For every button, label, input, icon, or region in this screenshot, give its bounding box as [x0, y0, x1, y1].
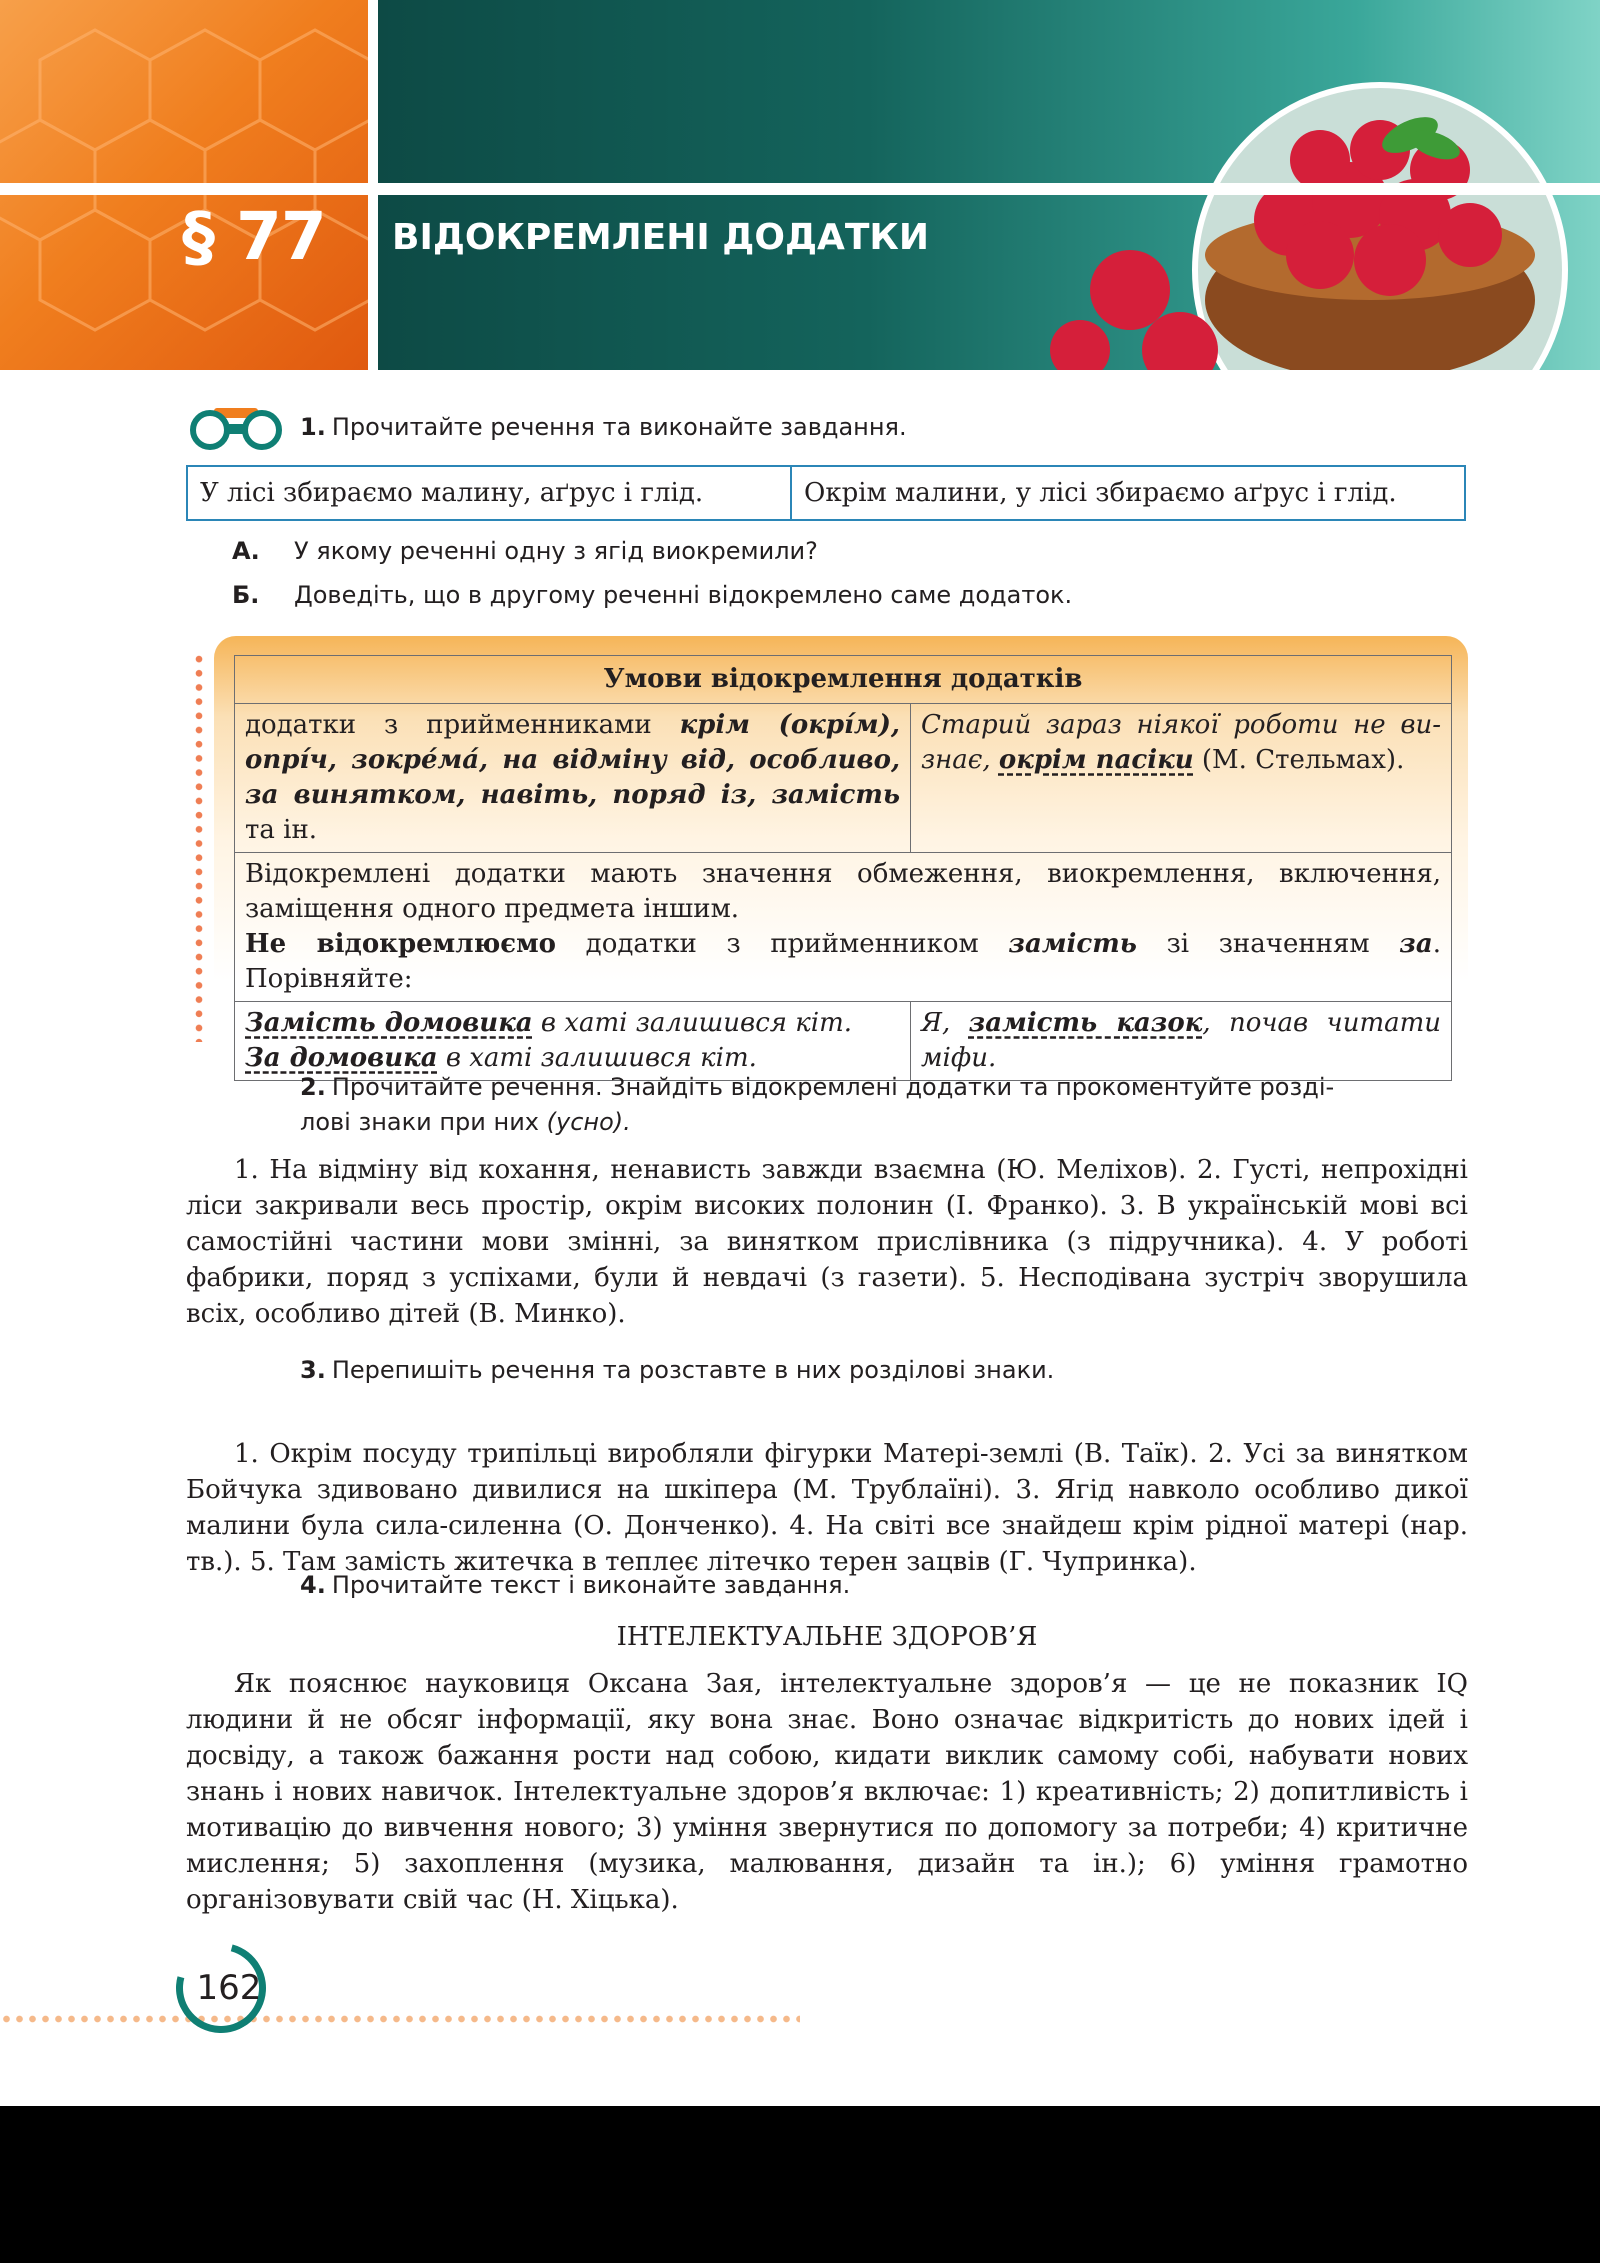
scan-border: [0, 2106, 1600, 2263]
task-1-number: 1.: [300, 413, 326, 441]
dotted-margin-line: [194, 652, 204, 1042]
task-3-text: 1. Окрім посуду трипільці виробляли фігурки Матері-землі (В. Таїк). 2. Усі за винятком Бойчука здивовано дивилися на шкіпера (М. Трублаїні). 3. Ягід навколо особливо дикої малини була сила-силенна (О. Донченко). 4. На світі все знайдеш крім рідної матері (нар. тв.). 5. Там замість житечка в теплеє літечко терен зацвів (Г. Чупринка).: [186, 1439, 1468, 1577]
task-1-instruction: Прочитайте речення та виконайте завдання.: [331, 413, 907, 441]
task-3-heading: [300, 1356, 1054, 1384]
rules-table: [234, 655, 1452, 1081]
text-heading: ІНТЕЛЕКТУАЛЬНЕ ЗДОРОВ’Я: [616, 1622, 1038, 1652]
question-b: [232, 581, 1072, 609]
question-a: [232, 537, 818, 565]
rules-compare-underlined: За домовика: [245, 1043, 438, 1073]
rules-example: Старий зараз ніякої роботи не визнає,: [921, 710, 1441, 775]
rules-text: додатки з прийменниками: [245, 710, 680, 740]
rules-prepositions-cell: [235, 704, 911, 853]
section-number: § 77: [182, 198, 326, 275]
task-2-note: (усно).: [546, 1108, 631, 1136]
rules-text: . Порівняйте:: [245, 929, 1441, 994]
rules-explanation: [235, 853, 1452, 1002]
page-number: 162: [196, 1968, 262, 2008]
task-1-heading: [300, 413, 907, 441]
rules-compare-text: в хаті залишився кіт.: [437, 1043, 757, 1073]
rules-word: за: [1399, 929, 1433, 959]
rules-not-separated: Не відокремлюємо: [245, 929, 557, 959]
raspberry-bowl-icon: [1020, 50, 1580, 370]
header-white-band: [0, 183, 1600, 195]
rules-title: Умови відокремлення додатків: [235, 656, 1452, 704]
task-2-number: 2.: [300, 1073, 326, 1101]
task-4-text: Як пояснює науковиця Оксана Зая, інтелектуальне здоров’я — це не показник IQ людини й не обсяг інформації, яку вона знає. Воно означає відкритість до нових ідей і досвіду, а також бажання рости над собою, кидати виклик самому собі, набувати нових знань і нових навичок. Інтелектуальне здоров’я включає: 1) креативність; 2) допитливість і мотивацію до вивчення нового; 3) уміння звернутися по допомогу за потреби; 4) критичне мислення; 5) захоплення (музика, малювання, дизайн та ін.); 6) уміння грамотно організовувати свій час (Н. Хіцька).: [186, 1669, 1468, 1915]
rules-meaning: Відокремлені додатки мають значення обмеження, виокремлення, включення, заміщення одного предмета іншим.: [245, 859, 1441, 924]
rules-text: зі значенням: [1136, 929, 1400, 959]
question-b-label: Б.: [232, 581, 260, 609]
task-3-number: 3.: [300, 1356, 326, 1384]
rules-compare-left: [235, 1002, 911, 1081]
sentence-1: У лісі збираємо малину, аґрус і глід.: [188, 467, 792, 519]
rules-compare-underlined: замість казок: [968, 1008, 1203, 1038]
rules-word: замість: [1008, 929, 1137, 959]
task-4-instruction: Прочитайте текст і виконайте завдання.: [331, 1571, 851, 1599]
rules-prepositions: крім (окрі́м), опрі́ч, зокре́ма́, на відміну від, особливо, за винятком, навіть, поряд із, замість: [245, 710, 900, 810]
task-2-text: 1. На відміну від кохання, ненависть завжди взаємна (Ю. Меліхов). 2. Густі, непрохідні ліси закривали весь простір, окрім високих полонин (І. Франко). 3. В українській мові всі самостійні частини мови змінні, за винятком прислівника (з підручника). 4. У роботі фабрики, поряд з успіхами, були й невдачі (з газети). 5. Несподівана зустріч зворушила всіх, особливо дітей (В. Минко).: [186, 1155, 1468, 1329]
page-title: ВІДОКРЕМЛЕНІ ДОДАТКИ: [392, 217, 929, 258]
question-a-text: У якому реченні одну з ягід виокремили?: [294, 537, 818, 565]
rules-text: додатки з прийменником: [556, 929, 1009, 959]
rules-compare-text: Я,: [921, 1008, 969, 1038]
task-4-number: 4.: [300, 1571, 326, 1599]
task-4-heading: [300, 1571, 850, 1599]
rules-example-source: (М. Стельмах).: [1193, 745, 1405, 775]
rules-compare-right: [911, 1002, 1452, 1081]
question-a-label: А.: [232, 537, 260, 565]
sentence-2: Окрім малини, у лісі збираємо аґрус і глід.: [804, 478, 1397, 508]
task-3-instruction: Перепишіть речення та розставте в них розділові знаки.: [331, 1356, 1055, 1384]
rules-text: та ін.: [245, 815, 318, 845]
footer-dotted-line: [0, 2012, 800, 2026]
rules-compare-text: в хаті залишився кіт.: [532, 1008, 852, 1038]
task-2-instruction: Прочитайте речення. Знайдіть відокремлені додатки та прокоментуйте розділові знаки при них: [300, 1073, 1335, 1136]
rules-example-cell: [911, 704, 1452, 853]
task-2-heading: [300, 1070, 1370, 1140]
rules-compare-underlined: Замість домовика: [245, 1008, 533, 1038]
binoculars-icon: [186, 400, 286, 450]
rules-example-underlined: окрім пасіки: [998, 745, 1194, 775]
sentence-compare-table: [186, 465, 1466, 521]
question-b-text: Доведіть, що в другому реченні відокремлено саме додаток.: [294, 581, 1073, 609]
rules-compare-text: , почав читати міфи.: [921, 1008, 1441, 1073]
